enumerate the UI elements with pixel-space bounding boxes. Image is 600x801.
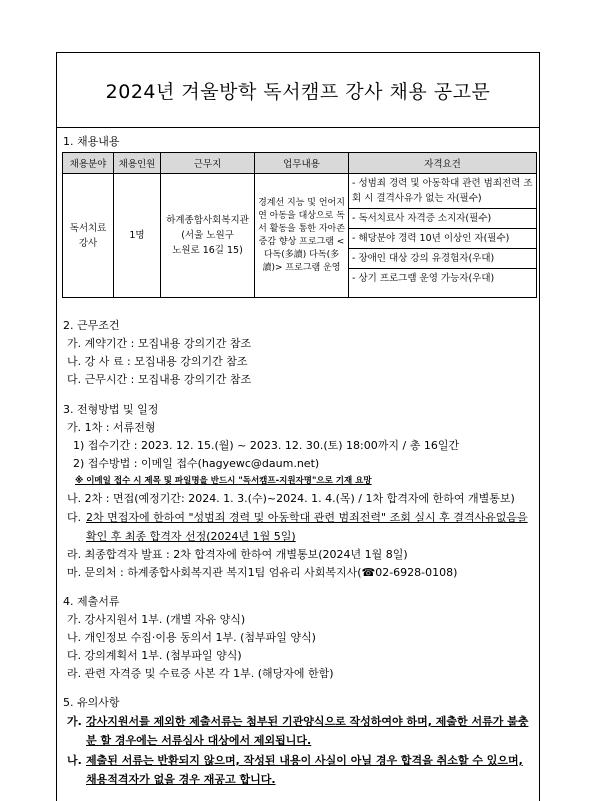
page-title: 2024년 겨울방학 독서캠프 강사 채용 공고문 bbox=[57, 53, 539, 128]
document-item: 라. 관련 자격증 및 수료증 사본 각 1부. (해당자에 한함) bbox=[67, 667, 334, 680]
document-item: 나. 개인정보 수집·이용 동의서 1부. (첨부파일 양식) bbox=[67, 631, 316, 644]
qualification-item: - 상기 프로그램 운영 가능자(우대) bbox=[352, 273, 495, 284]
cell-duty: 경계선 지능 및 언어지연 아동을 대상으로 독서 활동을 통한 자아존중감 향상 프로그램 <다독(多讀) 다독(多讀)> 프로그램 운영 bbox=[255, 174, 349, 298]
section-2-heading: 2. 근무조건 bbox=[63, 319, 120, 332]
cell-workplace bbox=[161, 174, 255, 298]
condition-item: 나. 강 사 료 : 모집내용 강의기간 참조 bbox=[67, 355, 248, 368]
notice-1-text: 강사지원서를 제외한 제출서류는 첨부된 기관양식으로 작성하여야 하며, 제출한 서류가 불충분 할 경우에는 서류심사 대상에서 제외됩니다. bbox=[86, 715, 529, 747]
condition-item: 다. 근무시간 : 모집내용 강의기간 참조 bbox=[67, 373, 252, 386]
document-item: 가. 강사지원서 1부. (개별 자유 양식) bbox=[67, 613, 246, 626]
email-note bbox=[75, 474, 372, 486]
step-1-method: 2) 접수방법 : 이메일 접수(hagyewc@daum.net) bbox=[73, 457, 320, 470]
section-4-heading: 4. 제출서류 bbox=[63, 595, 120, 608]
qualification-item: - 해당분야 경력 10년 이상인 자(필수) bbox=[349, 229, 536, 249]
notice-1-label: 가. bbox=[67, 715, 82, 728]
recruitment-table bbox=[62, 152, 537, 298]
qualification-item: - 성범죄 경력 및 아동학대 관련 범죄전력 조회 시 결격사유가 없는 자(필수) bbox=[349, 174, 536, 209]
step-3-label: 다. bbox=[67, 511, 82, 524]
step-2: 나. 2차 : 면접(예정기간: 2024. 1. 3.(수)~2024. 1. 4.(목) / 1차 합격자에 한하여 개별통보) bbox=[67, 492, 515, 505]
step-1: 가. 1차 : 서류전형 bbox=[67, 421, 156, 434]
step-3 bbox=[67, 508, 537, 546]
notice-item-1 bbox=[67, 712, 537, 750]
header-qualification: 자격요건 bbox=[349, 153, 537, 174]
step-3-text: 2차 면접자에 한하여 "성범죄 경력 및 아동학대 관련 범죄전력" 조회 실시 후 결격사유없음을 확인 후 최종 합격자 선정(2024년 1월 5일) bbox=[86, 511, 528, 543]
qualification-item: - 장애인 대상 강의 유경험자(우대) bbox=[349, 249, 536, 269]
notice-item-2 bbox=[67, 751, 537, 789]
notice-frame bbox=[56, 52, 540, 801]
document-item: 다. 강의계획서 1부. (첨부파일 양식) bbox=[67, 649, 242, 662]
header-duty: 업무내용 bbox=[255, 153, 349, 174]
qualification-item: - 독서치료사 자격증 소지자(필수) bbox=[349, 209, 536, 229]
section-1-heading: 1. 채용내용 bbox=[63, 135, 120, 148]
condition-item: 가. 계약기간 : 모집내용 강의기간 참조 bbox=[67, 337, 252, 350]
cell-count: 1명 bbox=[114, 174, 161, 298]
table-row bbox=[63, 174, 537, 298]
table-header-row bbox=[63, 153, 537, 174]
workplace-line: 하계종합사회복지관 bbox=[166, 215, 249, 226]
workplace-line: (서울 노원구 bbox=[181, 230, 234, 241]
step-1-period: 1) 접수기간 : 2023. 12. 15.(월) ~ 2023. 12. 30.(토) 18:00까지 / 총 16일간 bbox=[73, 439, 460, 452]
cell-qualifications bbox=[349, 174, 537, 298]
header-count: 채용인원 bbox=[114, 153, 161, 174]
section-5-heading: 5. 유의사항 bbox=[63, 696, 120, 709]
notice-2-text: 제출된 서류는 반환되지 않으며, 작성된 내용이 사실이 아닐 경우 합격을 취소할 수 있으며, 채용적격자가 없을 경우 재공고 합니다. bbox=[86, 754, 523, 786]
email-note-highlight: "독서캠프-지원자명"으로 기재 요망 bbox=[238, 476, 372, 486]
notice-2-label: 나. bbox=[67, 754, 82, 767]
header-workplace: 근무지 bbox=[161, 153, 255, 174]
workplace-line: 노원로 16길 15) bbox=[172, 245, 243, 256]
header-field: 채용분야 bbox=[63, 153, 114, 174]
section-3-heading: 3. 전형방법 및 일정 bbox=[63, 403, 159, 416]
email-note-prefix: ※ 이메일 접수 시 제목 및 파일명을 반드시 bbox=[75, 476, 239, 486]
cell-field: 독서치료 강사 bbox=[63, 174, 114, 298]
contact: 마. 문의처 : 하계종합사회복지관 복지1팀 엄유리 사회복지사(☎02-6928-0108) bbox=[67, 566, 458, 579]
step-4: 라. 최종합격자 발표 : 2차 합격자에 한하여 개별통보(2024년 1월 8일) bbox=[67, 548, 408, 561]
